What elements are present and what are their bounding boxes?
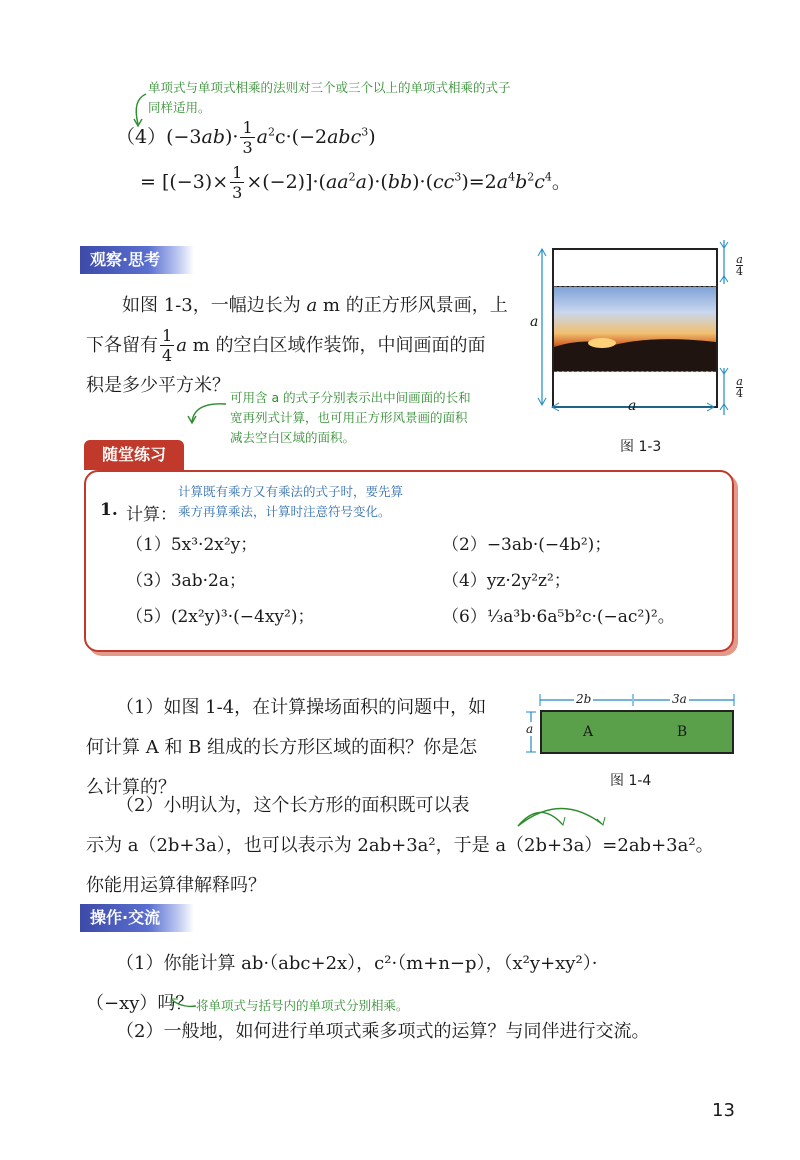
distribute-arrows-icon — [510, 800, 610, 830]
practice-box — [84, 470, 734, 652]
practice-item-2: （2）−3ab·(−4b²)； — [442, 535, 612, 555]
observe-side-note: 可用含 a 的式子分别表示出中间画面的长和 宽再列式计算，也可用正方形风景画的面积 减去空白区域的面积。 — [230, 390, 471, 445]
note-arrow-icon — [168, 994, 198, 1012]
fig13-side-label: a — [530, 314, 539, 330]
part2-question-2: （2）小明认为，这个长方形的面积既可以表 示为 a（2b+3a），也可以表示为 2ab+3a²，于是 a（2b+3a）=2ab+3a²。 你能用运算律解释吗？ — [86, 795, 714, 896]
fig13-quarter-top: a 4 — [736, 253, 743, 278]
practice-side-note: 计算既有乘方又有乘法的式子时，要先算 乘方再算乘法，计算时注意符号变化。 — [178, 484, 404, 519]
note-arrow-icon — [186, 396, 230, 426]
fig14-label-a: a — [526, 722, 534, 736]
figure-1-3-caption: 图 1-3 — [620, 439, 662, 455]
operate-question-2: （2）一般地，如何进行单项式乘多项式的运算？与同伴进行交流。 — [116, 1021, 650, 1042]
top-side-note: 单项式与单项式相乘的法则对三个或三个以上的单项式相乘的式子 同样适用。 — [148, 80, 511, 115]
fraction-one-third: $\frac{1}{3}$ — [242, 118, 253, 157]
page-number: 13 — [712, 1100, 735, 1121]
region-a: A — [540, 710, 636, 754]
operate-question-1: （1）你能计算 ab·（abc+2x），c²·（m+n−p），（x²y+xy²）· （−xy）吗？ — [86, 953, 598, 1014]
practice-item-4: （4）yz·2y²z²； — [442, 571, 571, 591]
practice-item-3: （3）3ab·2a； — [126, 571, 247, 591]
example4-line1: （4）(−3ab)· $\frac{1}{3}$ $a^2c\cdot(-2abc^3)$ — [116, 118, 376, 157]
practice-item-5: （5）(2x²y)³·(−4xy²)； — [126, 607, 315, 627]
region-b: B — [632, 710, 734, 754]
fig14-label-3a: 3a — [672, 692, 687, 706]
figure-1-4-caption: 图 1-4 — [610, 773, 652, 789]
fig13-bottom-label: a — [628, 398, 637, 414]
fig13-quarter-bottom: a 4 — [736, 375, 743, 400]
square-frame — [552, 248, 718, 408]
practice-question-number: 1. — [100, 500, 118, 520]
part2-question-1: （1）如图 1-4，在计算操场面积的问题中，如 何计算 A 和 B 组成的长方形区域的面积？你是怎 么计算的？ — [86, 697, 487, 798]
section-tag-operate: 操作·交流 — [80, 904, 194, 932]
section-tag-practice: 随堂练习 — [84, 440, 184, 470]
figure-1-3 — [528, 240, 758, 430]
practice-item-6: （6）⅓a³b·6a⁵b²c·(−ac²)²。 — [442, 607, 675, 627]
section-tag-observe: 观察·思考 — [80, 246, 194, 274]
figure-1-4 — [524, 692, 738, 762]
landscape-image — [554, 286, 716, 372]
operate-side-note: 将单项式与括号内的单项式分别相乘。 — [196, 998, 409, 1013]
fig14-label-2b: 2b — [576, 692, 592, 706]
observe-paragraph: 如图 1-3，一幅边长为 a m 的正方形风景画，上 下各留有 $\frac{1}{4}$ a m 的空白区域作装饰，中间画面的面 积是多少平方米？ — [86, 295, 508, 396]
practice-item-1: （1）5x³·2x²y； — [126, 535, 258, 555]
practice-question-text: 计算： — [126, 505, 177, 525]
example4-line2: = [(−3)× $\frac{1}{3}$ $\times(-2)]\cdot(aa^2a)\cdot(bb)\cdot(cc^3)=2a^4b^2c^4$。 — [140, 163, 571, 202]
